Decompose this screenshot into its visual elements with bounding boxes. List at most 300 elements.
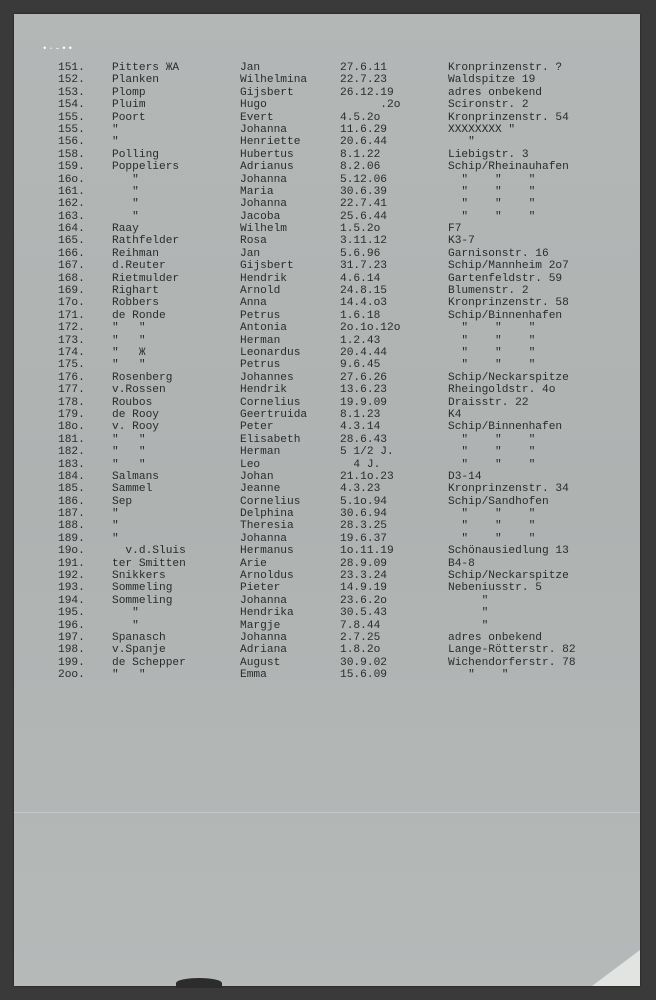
birth-date-cell: 21.1o.23 [340,470,394,483]
row-number: 161. [58,185,85,198]
birth-date-cell: 5.1o.94 [340,495,387,508]
row-number: 187. [58,508,85,521]
paper-tear [176,978,222,988]
row-number: 16o. [58,173,85,186]
surname-cell: " Ж [112,346,146,359]
row-number: 17o. [58,297,85,310]
surname-cell: " [112,123,119,136]
list-row [14,149,640,161]
row-number: 199. [58,656,85,669]
list-row [14,174,640,186]
row-number: 191. [58,557,85,570]
row-number: 154. [58,99,85,112]
list-row [14,558,640,570]
list-row [14,322,640,334]
list-row [14,297,640,309]
list-row [14,372,640,384]
address-cell: Schip/Binnenhafen [448,421,563,434]
birth-date-cell: 31.7.23 [340,260,387,273]
list-row [14,409,640,421]
given-name-cell: Wilhelmina [240,74,308,87]
given-name-cell: Arnold [240,285,281,298]
birth-date-cell: 8.1.23 [340,408,381,421]
given-name-cell: Johanna [240,198,287,211]
row-number: 165. [58,235,85,248]
address-cell: " " " [448,520,536,533]
address-cell: Scironstr. 2 [448,99,529,112]
row-number: 151. [58,62,85,74]
row-number: 186. [58,495,85,508]
surname-cell: Pitters ЖА [112,62,180,74]
birth-date-cell: 28.3.25 [340,520,387,533]
row-number: 192. [58,570,85,583]
address-cell: Lange-Rötterstr. 82 [448,644,576,657]
row-number: 181. [58,433,85,446]
given-name-cell: Hermanus [240,545,294,558]
surname-cell: v.Spanje [112,644,166,657]
address-cell: Schip/Neckarspitze [448,371,569,384]
surname-cell: Rathfelder [112,235,180,248]
surname-cell: " [112,532,119,545]
surname-cell: v. Rooy [112,421,159,434]
birth-date-cell: 1.6.18 [340,309,381,322]
folded-corner [592,950,640,986]
given-name-cell: Leonardus [240,346,301,359]
row-number: 2oo. [58,669,85,682]
list-row [14,397,640,409]
list-row [14,285,640,297]
address-cell: " " " [448,346,536,359]
list-row [14,582,640,594]
list-row [14,607,640,619]
list-row [14,632,640,644]
given-name-cell: Johanna [240,532,287,545]
given-name-cell: Gijsbert [240,86,294,99]
birth-date-cell: 20.4.44 [340,346,387,359]
list-row [14,99,640,111]
given-name-cell: Antonia [240,322,287,335]
address-cell: Schip/Mannheim 2o7 [448,260,569,273]
birth-date-cell: 30.6.39 [340,185,387,198]
birth-date-cell: 26.12.19 [340,86,394,99]
given-name-cell: Delphina [240,508,294,521]
address-cell: " " " [448,446,536,459]
address-cell: Kronprinzenstr. 58 [448,297,569,310]
address-cell: " [448,594,489,607]
birth-date-cell: 27.6.11 [340,62,387,74]
list-row [14,74,640,86]
row-number: 193. [58,582,85,595]
birth-date-cell: 2.7.25 [340,631,381,644]
page-mark: •·-•• [42,44,75,54]
birth-date-cell: 25.6.44 [340,210,387,223]
row-number: 178. [58,396,85,409]
surname-cell: " [112,619,139,632]
birth-date-cell: 5 1/2 J. [340,446,394,459]
surname-cell: " " [112,433,146,446]
row-number: 169. [58,285,85,298]
row-number: 162. [58,198,85,211]
birth-date-cell: 4.5.2o [340,111,381,124]
address-cell: F7 [448,223,462,236]
list-row [14,384,640,396]
address-cell: Schip/Binnenhafen [448,309,563,322]
row-number: 18o. [58,421,85,434]
surname-cell: " " [112,669,146,682]
list-row [14,434,640,446]
birth-date-cell: 11.6.29 [340,123,387,136]
birth-date-cell: 28.9.09 [340,557,387,570]
address-cell: " " " [448,433,536,446]
birth-date-cell: 28.6.43 [340,433,387,446]
birth-date-cell: 30.9.02 [340,656,387,669]
row-number: 173. [58,334,85,347]
surname-cell: Poppeliers [112,161,180,174]
birth-date-cell: 4 J. [340,458,381,471]
surname-cell: Rosenberg [112,371,173,384]
given-name-cell: Johanna [240,123,287,136]
surname-cell: Pluim [112,99,146,112]
surname-cell: " [112,607,139,620]
birth-date-cell: 15.6.09 [340,669,387,682]
row-number: 163. [58,210,85,223]
list-row [14,198,640,210]
birth-date-cell: 22.7.23 [340,74,387,87]
birth-date-cell: 8.1.22 [340,148,381,161]
birth-date-cell: 24.8.15 [340,285,387,298]
surname-cell: Righart [112,285,159,298]
address-cell: " " " [448,532,536,545]
given-name-cell: Herman [240,334,281,347]
list-row [14,235,640,247]
address-cell: " " " [448,198,536,211]
birth-date-cell: 20.6.44 [340,136,387,149]
given-name-cell: Johannes [240,371,294,384]
list-row [14,248,640,260]
list-row [14,595,640,607]
birth-date-cell: 4.6.14 [340,272,381,285]
list-row [14,657,640,669]
given-name-cell: Margje [240,619,281,632]
row-number: 197. [58,631,85,644]
list-row [14,87,640,99]
surname-cell: " " [112,458,146,471]
birth-date-cell: 1.5.2o [340,223,381,236]
list-row [14,112,640,124]
address-cell: Nebeniusstr. 5 [448,582,542,595]
given-name-cell: Adriana [240,644,287,657]
given-name-cell: Cornelius [240,495,301,508]
row-number: 155. [58,111,85,124]
address-cell: " " " [448,210,536,223]
given-name-cell: Peter [240,421,274,434]
surname-cell: Spanasch [112,631,166,644]
surname-cell: Rietmulder [112,272,180,285]
given-name-cell: Geertruida [240,408,308,421]
list-row [14,520,640,532]
surname-cell: " [112,136,119,149]
row-number: 189. [58,532,85,545]
birth-date-cell: 8.2.06 [340,161,381,174]
address-cell: " [448,619,489,632]
list-row [14,446,640,458]
surname-cell: Sammel [112,483,153,496]
list-row [14,273,640,285]
surname-cell: Plomp [112,86,146,99]
address-cell: Kronprinzenstr. ? [448,62,563,74]
row-number: 175. [58,359,85,372]
birth-date-cell: 1.8.2o [340,644,381,657]
address-cell: Schip/Rheinauhafen [448,161,569,174]
birth-date-cell: 30.5.43 [340,607,387,620]
row-number: 183. [58,458,85,471]
given-name-cell: Johanna [240,173,287,186]
given-name-cell: Johanna [240,631,287,644]
surname-cell: Sommeling [112,594,173,607]
list-row [14,347,640,359]
row-number: 171. [58,309,85,322]
given-name-cell: Jacoba [240,210,281,223]
given-name-cell: Adrianus [240,161,294,174]
surname-cell: Polling [112,148,159,161]
row-number: 174. [58,346,85,359]
surname-cell: Salmans [112,470,159,483]
address-cell: " " " [448,173,536,186]
row-number: 153. [58,86,85,99]
surname-cell: Poort [112,111,146,124]
given-name-cell: Henriette [240,136,301,149]
row-number: 194. [58,594,85,607]
list-row [14,533,640,545]
fold-line [14,812,640,813]
given-name-cell: Hubertus [240,148,294,161]
surname-cell: " " [112,446,146,459]
birth-date-cell: 19.9.09 [340,396,387,409]
birth-date-cell: 4.3.23 [340,483,381,496]
given-name-cell: Pieter [240,582,281,595]
surname-cell: " " [112,334,146,347]
address-cell: Kronprinzenstr. 54 [448,111,569,124]
address-cell: adres onbekend [448,86,542,99]
address-cell: Liebigstr. 3 [448,148,529,161]
address-cell: " " " [448,508,536,521]
name-list [14,62,640,682]
given-name-cell: Emma [240,669,267,682]
row-number: 168. [58,272,85,285]
list-row [14,310,640,322]
given-name-cell: Wilhelm [240,223,287,236]
address-cell: " " " [448,458,536,471]
address-cell: Kronprinzenstr. 34 [448,483,569,496]
birth-date-cell: 23.6.2o [340,594,387,607]
address-cell: Schönausiedlung 13 [448,545,569,558]
given-name-cell: Jan [240,247,261,260]
surname-cell: " " [112,359,146,372]
given-name-cell: Rosa [240,235,267,248]
birth-date-cell: 5.6.96 [340,247,381,260]
birth-date-cell: 2o.1o.12o [340,322,401,335]
given-name-cell: Jeanne [240,483,281,496]
list-row [14,570,640,582]
birth-date-cell: 3.11.12 [340,235,387,248]
surname-cell: Robbers [112,297,159,310]
row-number: 155. [58,123,85,136]
birth-date-cell: .2o [340,99,401,112]
row-number: 152. [58,74,85,87]
birth-date-cell: 22.7.41 [340,198,387,211]
surname-cell: d.Reuter [112,260,166,273]
surname-cell: Sep [112,495,133,508]
given-name-cell: Arie [240,557,267,570]
given-name-cell: August [240,656,281,669]
address-cell: Garnisonstr. 16 [448,247,549,260]
row-number: 172. [58,322,85,335]
address-cell: K4 [448,408,462,421]
given-name-cell: Arnoldus [240,570,294,583]
row-number: 166. [58,247,85,260]
list-row [14,136,640,148]
list-row [14,471,640,483]
surname-cell: de Ronde [112,309,166,322]
given-name-cell: Evert [240,111,274,124]
list-row [14,161,640,173]
given-name-cell: Cornelius [240,396,301,409]
given-name-cell: Anna [240,297,267,310]
given-name-cell: Theresia [240,520,294,533]
given-name-cell: Elisabeth [240,433,301,446]
address-cell: Waldspitze 19 [448,74,536,87]
surname-cell: Snikkers [112,570,166,583]
surname-cell: v.Rossen [112,384,166,397]
surname-cell: " " [112,322,146,335]
address-cell: adres onbekend [448,631,542,644]
given-name-cell: Hendrik [240,384,287,397]
row-number: 158. [58,148,85,161]
given-name-cell: Hugo [240,99,267,112]
list-row [14,124,640,136]
given-name-cell: Gijsbert [240,260,294,273]
row-number: 167. [58,260,85,273]
birth-date-cell: 23.3.24 [340,570,387,583]
row-number: 196. [58,619,85,632]
row-number: 156. [58,136,85,149]
surname-cell: ter Smitten [112,557,186,570]
address-cell: " " [448,669,509,682]
list-row [14,620,640,632]
address-cell: Schip/Neckarspitze [448,570,569,583]
list-row [14,508,640,520]
list-row [14,62,640,74]
birth-date-cell: 4.3.14 [340,421,381,434]
row-number: 184. [58,470,85,483]
list-row [14,335,640,347]
surname-cell: " [112,210,139,223]
surname-cell: de Schepper [112,656,186,669]
given-name-cell: Petrus [240,359,281,372]
given-name-cell: Petrus [240,309,281,322]
document-page [14,14,640,986]
surname-cell: de Rooy [112,408,159,421]
list-row [14,496,640,508]
given-name-cell: Leo [240,458,261,471]
surname-cell: " [112,185,139,198]
birth-date-cell: 7.8.44 [340,619,381,632]
address-cell: " " " [448,322,536,335]
row-number: 185. [58,483,85,496]
address-cell: " " " [448,185,536,198]
address-cell: D3-14 [448,470,482,483]
address-cell: " [448,607,489,620]
list-row [14,545,640,557]
list-row [14,223,640,235]
row-number: 195. [58,607,85,620]
row-number: 179. [58,408,85,421]
surname-cell: Roubos [112,396,153,409]
list-row [14,669,640,681]
birth-date-cell: 1.2.43 [340,334,381,347]
birth-date-cell: 14.4.o3 [340,297,387,310]
surname-cell: Reihman [112,247,159,260]
surname-cell: " [112,198,139,211]
list-row [14,260,640,272]
address-cell: XXXXXXXX " [448,123,516,136]
birth-date-cell: 14.9.19 [340,582,387,595]
list-row [14,483,640,495]
address-cell: Blumenstr. 2 [448,285,529,298]
birth-date-cell: 27.6.26 [340,371,387,384]
list-row [14,644,640,656]
list-row [14,421,640,433]
address-cell: Rheingoldstr. 4o [448,384,556,397]
surname-cell: " [112,520,119,533]
list-row [14,211,640,223]
row-number: 19o. [58,545,85,558]
address-cell: " " " [448,334,536,347]
address-cell: Draisstr. 22 [448,396,529,409]
birth-date-cell: 19.6.37 [340,532,387,545]
row-number: 188. [58,520,85,533]
list-row [14,359,640,371]
given-name-cell: Herman [240,446,281,459]
address-cell: " " " [448,359,536,372]
given-name-cell: Hendrik [240,272,287,285]
surname-cell: Sommeling [112,582,173,595]
row-number: 177. [58,384,85,397]
given-name-cell: Jan [240,62,261,74]
surname-cell: Planken [112,74,159,87]
surname-cell: Raay [112,223,139,236]
given-name-cell: Maria [240,185,274,198]
address-cell: Schip/Sandhofen [448,495,549,508]
address-cell: Gartenfeldstr. 59 [448,272,563,285]
given-name-cell: Johanna [240,594,287,607]
surname-cell: v.d.Sluis [112,545,186,558]
birth-date-cell: 9.6.45 [340,359,381,372]
birth-date-cell: 30.6.94 [340,508,387,521]
address-cell: " [448,136,475,149]
list-row [14,459,640,471]
list-row [14,186,640,198]
row-number: 198. [58,644,85,657]
address-cell: Wichendorferstr. 78 [448,656,576,669]
address-cell: K3-7 [448,235,475,248]
address-cell: B4-8 [448,557,475,570]
given-name-cell: Johan [240,470,274,483]
row-number: 159. [58,161,85,174]
surname-cell: " [112,508,119,521]
birth-date-cell: 1o.11.19 [340,545,394,558]
surname-cell: " [112,173,139,186]
